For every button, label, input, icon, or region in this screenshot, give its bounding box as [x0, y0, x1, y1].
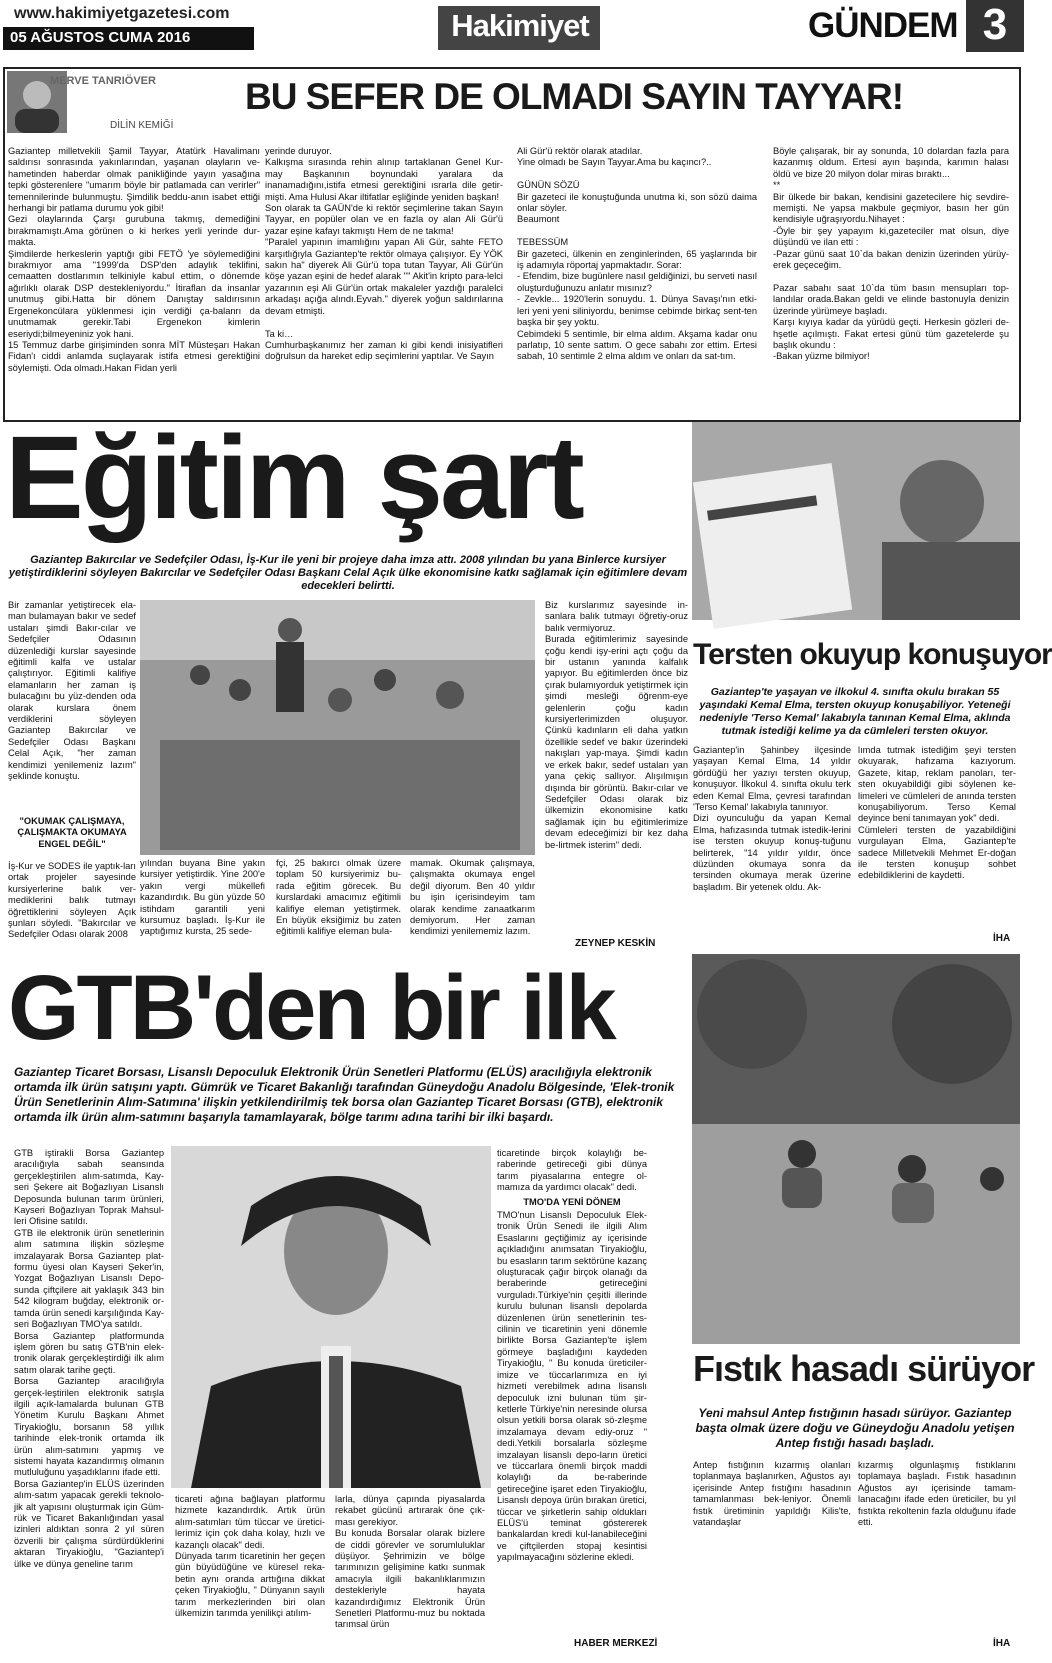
- story3-text-4: ticaretinde birçok kolaylığı be-raberinde getireceği gibi dünya tarım piyasalarına entegre ol-mamıza da yardımcı olacak" dedi.: [497, 1148, 647, 1193]
- story3-text-1: GTB iştirakli Borsa Gaziantep aracılığıyla sabah seansında gerçekleştirilen alım-satımda, Kay-seri Şekere ait Boğazlıyan Lisanslı Deposunda bulunan tarım ürünleri, Kayseri Boğazlıyan Toprak Mahsul-leri Ofisine satıldı. GTB ile elektronik ürün senetlerinin alım satımına ilişkin sözleşme imzalayarak Borsa Gaziantep plat-formu üyesi olan Kayseri Şeker'in, Yozgat Boğazlıyan Lisanslı Depo-sunda çiftçilere ait yaklaşık 343 bin 542 kilogram buğday, elektronik or-tamda ürün senedi karşılığında Kay-seri Boğazlıyan TMO'ya satıldı. Borsa Gaziantep platformunda işlem gören bu satış GTB'nin elek-tronik olarak gerçekleştirdiği ilk alım satım olarak tarihe geçti. Borsa Gaziantep aracılığıyla gerçek-leştirilen elektronik satışla ilgili açık-lamalarda bulunan GTB Yönetim Kurulu Başkanı Ahmet Tiryakioğlu, borsanın 58 yıllık tarihinde elek-tronik ortamda ilk ürün alım-satımını yapmış ve sistemi hayata kazandırmış olmanın mutluluğunu yaşadıklarını ifade etti. Borsa Gaziantep'in ELÜS üzerinden alım-satım yapacak gerekli teknolo-jik alt yapısını oluşturmak için Güm-rük ve Ticaret Bakanlığından yasal izinleri aldıktan sonra 2 yıl süren özverili bir çalışma sürdürdüklerini aktaran Tiryakioğlu, "Gaziantep'i ülke ve dünya geneline tarım: [14, 1148, 164, 1569]
- story4-deck: Yeni mahsul Antep fıstığının hasadı sürüyor. Gaziantep başta olmak üzere doğu ve Güneydoğu Anadolu yetişen Antep fıstığı hasadı başladı.: [695, 1406, 1015, 1450]
- story1-subhead: "OKUMAK ÇALIŞMAYA, ÇALIŞMAKTA OKUMAYA ENGEL DEĞİL": [17, 816, 127, 849]
- story4-headline: Fıstık hasadı sürüyor: [693, 1348, 1035, 1389]
- section-title: GÜNDEM: [808, 6, 958, 45]
- newspaper-reader-icon: [692, 422, 1020, 620]
- story1-text-2: yılından buyana Bine yakın kursiyer yetiştirdik. Yine 200'e yakın vergi mükellefi kazandırdık. Bu gün yüzde 50 istihdam garantili yeni kursumuz başladı. İş-Kur ile yaptığımız kursta, 25 sede-: [140, 858, 265, 937]
- story1-deck: Gaziantep Bakırcılar ve Sedefçiler Odası, İş-Kur ile yeni bir projeye daha imza attı. 2008 yılından bu yana Binlerce kursiyer yetiştirdiklerini söyleyen Bakırcılar ve Sedefçiler Odası Başkanı Celal Açık ülke ekonomisine katkı sağlamak için eğitimlere devam edecekleri belirtti.: [8, 554, 688, 592]
- column-name: DİLİN KEMİĞİ: [110, 120, 174, 131]
- story4-byline: İHA: [993, 1638, 1011, 1649]
- story2-byline: İHA: [993, 933, 1011, 944]
- issue-date: 05 AĞUSTOS CUMA 2016: [10, 29, 191, 46]
- page-number: 3: [982, 0, 1008, 49]
- story4-text-2: kızarmış olgunlaşmış fıstıklarını toplamaya başladı. Fıstık hasadının Ağustos ayı içerisinde tamam-lanacağını ifade eden üreticiler, bu yıl fıstıkta rekoltenin fazla olduğunu ifade etti.: [858, 1460, 1016, 1528]
- newspaper-logo: Hakimiyet: [451, 8, 589, 43]
- column-text-4: Böyle çalışarak, bir ay sonunda, 10 dolardan fazla para kazanmış oldum. Ertesi ayın başında, karımın halası öldü ve bize 20 milyon dolar miras bıraktı... ** Bir ülkede bir bakan, kendisini gazetecilere hiç sevdire-memişti. Ne yapsa makbule geçmiyor, basın her gün kendisiyle uğraşıyordu.Nihayet : -Öyle bir şey yapayım ki,gazeteciler mat olsun, diye düşündü ve ilan etti : -Pazar günü saat 10`da bakan denizin üzerinden yürüy-erek geçeceğim. Pazar sabahı saat 10`da tüm basın mensupları top-landılar orada.Bakan geldi ve elinde bastonuyla denizin üzerinde yürümeye başladı. Karşı kıyıya kadar da yürüdü geçti. Herkesin gözleri de-hşetle açılmıştı. Fakat ertesi günü tüm gazetelerde şu başlık okundu : -Bakan yüzme bilmiyor!: [773, 146, 1009, 362]
- story2-text-1: Gaziantep'in Şahinbey ilçesinde yaşayan Kemal Elma, 14 yıldır gördüğü her yazıyı tersten okuyup, konuşuyor. İlkokul 4. sınıfta okulu terk eden Kemal Elma, çevresi tarafından 'Terso Kemal' lakabıyla tanınıyor. Dizi oyunculuğu da yapan Kemal Elma, hafızasında tutmak istedik-lerini ise tersten okuyup konuş-tuğunu belirterek, "14 yıldır yıldır, önce düzünden okumaya sonra da tersinden okumaya merak üzerine başladım. Bir yetenek oldu. Ak-: [693, 745, 851, 892]
- story2-headline: Tersten okuyup konuşuyor: [693, 638, 1052, 671]
- story3-text-2: ticareti ağına bağlayan platformu hizmete kazandırdık. Artık ürün alım-satımları tüm tüccar ve üretici-lerimiz için çok daha kolay, hızlı ve kazançlı olacak" dedi. Dünyada tarım ticaretinin her geçen gün büyüdüğüne ve küresel reka-betin aynı oranda arttığına dikkat çeken Tiryakioğlu, " Dünyanın sayılı tarım merkezlerinden biri olan ülkemizin tarımda yenilikçi atılım-: [175, 1494, 325, 1619]
- newspaper-reader-photo: [692, 422, 1020, 620]
- column-text-1: Gaziantep milletvekili Şamil Tayyar, Atatürk Havalimanı saldırısı sonrasında yakınlarından, yaşanan olayların ve-hametinden haberdar olmak panikliğinde yayın yasağına tepki gösterenlere "umarım böyle bir patlamada can verirler" temennilerinde bulunmuştu. Şimdilik beddu-anın isabet ettiği herhangi bir patlama durumu yok gibi! Gezi olaylarında Çarşı gurubuna takmış, demediğini bırakmamıştı.Ama görünen o ki herkes yerli yerinde dur-makta. Şimdilerde herkeslerin yaptığı gibi FETÖ 'ye söylemediğini bırakmıyor ama "1999'da DSP'den adaylık teklifini, cemaatten dostlarımın telkiniyle kabul ettim, o dönemde ağırlıklı olarak DSP destekleniyordu." İtiraflan da insanlar unutmuş gibi.Hatta bir dönem Danıştay saldırısının Ergenekoncülara yüklenmesi için verdiği ça-balanrı da unutmamak gerekir.Tabi Ergenekon kimlerin eseriydi;bilmeyeniniz yok hani. 15 Temmuz darbe girişiminden sonra MİT Müsteşarı Hakan Fidan'ı ciddi anlamda suçlayarak istifa etmesi gerektiğini söylemişti. Oda olmadı.Hakan Fidan yerli: [8, 146, 260, 373]
- harvest-photo: [692, 954, 1020, 1344]
- column-headline: BU SEFER DE OLMADI SAYIN TAYYAR!: [245, 76, 904, 117]
- story1-text-1: Bir zamanlar yetiştirecek ela-man bulamayan bakır ve sedef ustaları şimdi Bakır-cılar ve Sedefçiler Odasının düzenlediği kurslar sayesinde eğitimli kalfa ve ustalar çalıştırıyor. Eğitimli kalifiye elamanların her zaman iş bulacağını bu yüz-denden oda olarak kurslara önem verdiklerini söyleyen Gaziantep Bakırcılar ve Sedefçiler Odası Başkanı Celal Açık, "her zaman kendimizi yenilemeniz lazım" şeklinde konuştu.: [8, 600, 136, 782]
- story2-deck: Gaziantep'te yaşayan ve ilkokul 4. sınıfta okulu bırakan 55 yaşındaki Kemal Elma, tersten okuyup konuşabiliyor. Yeteneği nedeniyle 'Terso Kemal' lakabıyla tanınan Kemal Elma, aklında tutmak istediği kelime ya da cümleleri tersten okuyor.: [699, 686, 1011, 737]
- story1-headline: Eğitim şart: [5, 412, 582, 544]
- story3-text-4b: TMO'nun Lisanslı Depoculuk Elek-tronik Ürün Senedi ile ilgili Alım Esaslarını geçtiğimiz ay içerisinde açıkladığını anımsatan Tiryakioğlu, bu esasların tarım sektörüne kazanç oluşturacak çağır birçok olanağı da beraberinde getireceğini vurguladı.Türkiye'nin çeşitli illerinde kurulu bulunan lisanslı depolarda düzenlenen ürün senetlerinin tes-cilinin ve ticaretinin yeni dönemle birlikte Borsa Gaziantep'te işlem görmeye başladığını kaydeden Tiryakioğlu, " Bu konuda üreticiler-imize ve tüccarlarımıza en iyi hizmeti verebilmek adına lisanslı depoculuk izni bulunan tüm şir-ketlerle Türkiye'nin neresinde olursa olsun yetkili borsa olarak sö-zleşme imzalamaya devam ediy-oruz " dedi.Yetkili borsalarla sözleşme imzalayan lisanslı depo-ların üretici ve tüccarlara önemli birçok maddi kolaylığı da be-raberinde getireceğine işaret eden Tiryakioğlu, Lisanslı depoya ürün bırakan üretici, tüccar ve şirketlerin sahip oldukları ELÜS'ü teminat göstererek bankalardan kredi kul-lanabileceğini ve çiftçilerden stopaj kesintisi yapılmayacağını sözlerine ekledi.: [497, 1210, 647, 1563]
- story1-text-3: fçi, 25 bakırcı olmak üzere toplam 50 kursiyerimiz bu-rada eğitim görecek. Bu kurslardaki amacımız eğitimli kalifiye eleman yetiştirmek. En büyük eksiğimiz bu zaten eğitimli kalifiye eleman bula-: [276, 858, 401, 937]
- masthead: [0, 0, 1024, 56]
- workshop-photo: [140, 600, 535, 855]
- website-url[interactable]: www.hakimiyetgazetesi.com: [14, 5, 230, 22]
- story1-text-5: Biz kurslarımız sayesinde in-sanlara balık tutmayı öğretiy-oruz balık vermiyoruz. Burada eğitimlerimiz sayesinde çoğu kendi işy-erini açtı çoğu da bir ustanın yanında kalfalık yapıyor. Bu eğitimlerden önce biz çırak bulamıyorduk yetiştirmek için şimdi mesleği öğrenm-eye gelenlerin çoğu kadın kursiyerlerimizden oluşuyor. Çünkü kadınların eli daha yatkın özellikle sedef ve bakır üzerindeki nakışları yap-maya. Şimdi kadın ve erkek bakır, sedef ustaları yan yana çekiç sallıyor. Alışılmışın dışında bir görüntü. Bakır-cılar ve Sedefçiler Odası olarak biz ülkemizin ekonomisine katkı sağlamak için bu eğitimlerimize devam edeceğimizi bir kez daha be-lirtmek isterim" dedi.: [545, 600, 688, 850]
- workshop-photo-icon: [140, 600, 535, 855]
- story3-byline: HABER MERKEZİ: [574, 1638, 658, 1649]
- column-text-2: yerinde duruyor. Kalkışma sırasında rehin alınıp tartaklanan Genel Kur-may Başkanının boynundaki yaralara da inanamadığını,istifa etmesi gerektiğini ısrarla dile getir-mişti. Ama Hulusi Akar iltifatlar eşliğinde yeniden başkan! Son olarak ta GAÜN'de ki rektör seçimlerine takan Sayın Tayyar, en popüler olan ve en fazla oy alan Ali Gür'ü yazar eşine kafayı takmıştı Hem de ne takma! "Paralel yapının imamlığını yapan Ali Gür, sahte FETO karşıtlığıyla Gaziantep'te rektör olmaya çalışıyor. Ey YÖK sakın ha" diyerek Ali Gür'ü topa tutan Tayyar, Ali Gür'ün köşe yazan eşini de hedef alarak "" Akit'in kripto para-lelci yazarının eşi Ali Gür'ün ortak makaleler yazdığı paralelci arkadaşı açığa alındı.Eyvah." diyerek yoğun saldırılarına devam etmişti. Ta ki… Cumhurbaşkanımız her zaman ki gibi kendi inisiyatifleri doğrulsun da hareket edip seçimlerini yaptılar. Ve Sayın: [265, 146, 503, 362]
- story1-text-1b: İş-Kur ve SODES ile yaptık-ları ortak projeler sayesinde kursiyerlerine balık ver-mediklerini balık tutmayı öğrettiklerini söyleyen Açık şunları söyledi. "Bakırcılar ve Sedefçiler Odası olarak 2008: [8, 861, 136, 940]
- harvest-photo-icon: [692, 954, 1020, 1344]
- story2-text-2: lımda tutmak istediğim şeyi tersten okuyarak, hafızama kazıyorum. Gazete, kitap, reklam panoları, ter-sten okuyabildiği gibi söylenen ke-limeleri ve cümleleri de anında tersten konuşabiliyorum. Terso Kemal deyince beni tanımayan yok" dedi. Cümleleri tersten de yazabildiğini vurgulayan Elma, Gaziantep'te sadece Milletvekili Mehmet Er-doğan ile tersten konuşup sohbet edebildiklerini de kaydetti.: [858, 745, 1016, 881]
- author-name: MERVE TANRIÖVER: [50, 75, 156, 87]
- story3-text-3: larla, dünya çapında piyasalarda rekabet gücünü artırarak öne çık-ması gerekiyor. Bu konuda Borsalar olarak bizlere de ciddi görevler ve sorumluluklar düşüyor. Şehrimizin ve bölge tarımınızın gelişimine katkı sunmak amacıyla ilgili bakanlıklarımızın destekleriyle hayata kazandırdığımız Elektronik Ürün Senetleri Platformu-muz bu noktada tarımsal ürün: [335, 1494, 485, 1630]
- story1-text-4: mamak. Okumak çalışmaya, çalışmakta okumaya engel değil diyorum. Ben 40 yıldır bu işin içerisindeyim tam olarak kendime zanaatkarım demiyorum. Her zaman kendimizi yenilememiz lazım.: [410, 858, 535, 937]
- story3-subhead: TMO'DA YENİ DÖNEM: [523, 1197, 621, 1207]
- column-text-3: Ali Gür'ü rektör olarak atadılar. Yine olmadı be Sayın Tayyar.Ama bu kaçıncı?.. GÜNÜN SÖZÜ Bir gazeteci ile konuştuğunda unutma ki, son sözü daima onlar söyler. Beaumont TEBESSÜM Bir gazeteci, ülkenin en zenginlerinden, 65 yaşlarında bir iş adamıyla röportaj yapmaktadır. Sorar: - Efendim, bize bugünlere nasıl geldiğinizi, bu serveti nasıl oluşturduğunuzu anlatır mısınız? - Zevkle... 1920'lerin sonuydu. 1. Dünya Savaşı'nın etki-leri yeni yeni siliniyordu, benimse cebimde birkaç sent-ten başka bir şey yoktu. Cebimdeki 5 sentimle, bir elma aldım. Akşama kadar onu parlatıp, 10 sente sattım. O gece sabahı zor ettim. Ertesi sabah, 10 sentimle 2 elma aldım ve onları da sat-tım.: [517, 146, 757, 362]
- story3-headline: GTB'den bir ilk: [8, 957, 614, 1059]
- story4-text-1: Antep fıstığının kızarmış olanları toplanmaya başlanırken, Ağustos ayı içerisinde Antep fıstığını hasadının tamamlanması bek-leniyor. Önemli fıstık üretiminin yapıldığı Kilis'te, vatandaşlar: [693, 1460, 851, 1528]
- chairman-photo-icon: [171, 1146, 491, 1488]
- chairman-photo: [171, 1146, 491, 1488]
- story1-byline: ZEYNEP KESKİN: [575, 938, 656, 949]
- story3-deck: Gaziantep Ticaret Borsası, Lisanslı Depoculuk Elektronik Ürün Senetleri Platformu (ELÜS) aracılığıyla elektronik ortamda ilk ürün satışını yaptı. Gümrük ve Ticaret Bakanlığı tarafından Güneydoğu Anadolu Bölgesinde, 'Elek-tronik Ürün Senetlerinin Alım-Satımına' ilişkin yetkilendirilmiş tek borsa olan Gaziantep Ticaret Borsası (GTB), elektronik ortamda ilk ürün alım-satımını başarıyla tamamlayarak, bölge tarımı adına tarihi bir ilki başardı.: [14, 1065, 675, 1124]
